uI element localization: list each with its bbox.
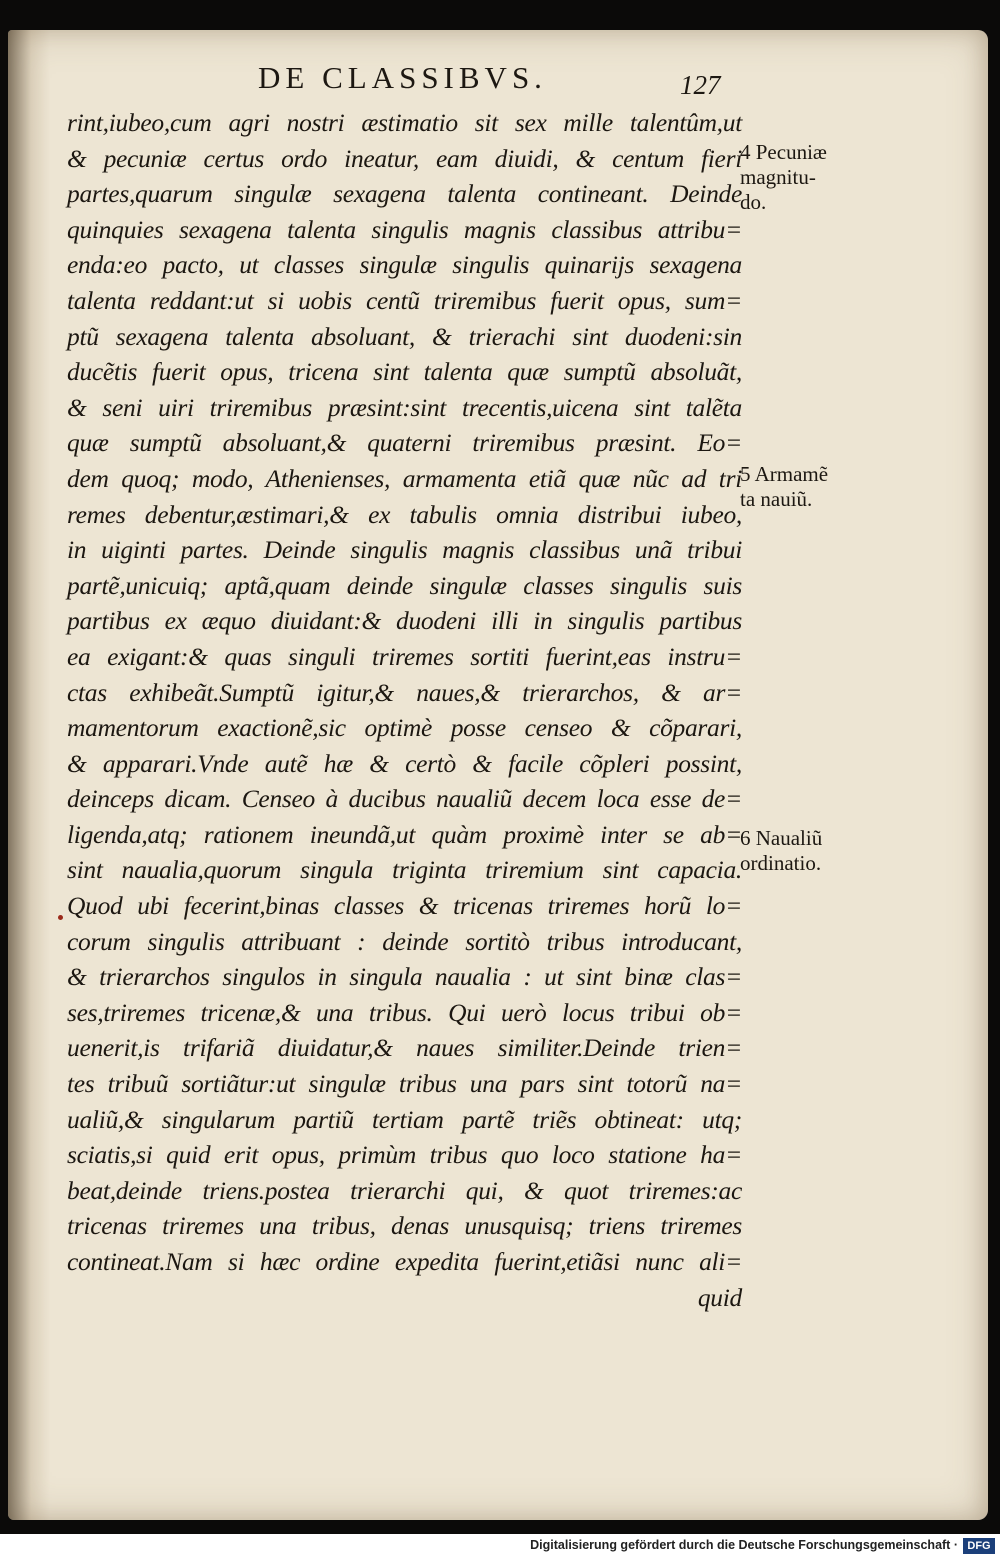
margin-note-line: magnitu-: [740, 165, 816, 189]
ink-mark: [58, 915, 63, 920]
margin-note-armamenta: [740, 462, 880, 512]
text-line: rint,iubeo,cum agri nostri æstimatio sit sex mille talentûm,ut: [67, 108, 742, 137]
margin-note-pecuniae: [740, 140, 880, 215]
text-line: ducẽtis fuerit opus, tricena sint talenta quæ sumptũ absoluãt,: [67, 357, 742, 387]
margin-note-line: 5 Armamẽ: [740, 462, 829, 486]
page-number: 127: [680, 70, 721, 100]
dfg-logo: DFG: [963, 1538, 995, 1554]
text-line: tes tribuũ sortiãtur:ut singulæ tribus una pars sint totorũ na=: [67, 1069, 742, 1099]
margin-note-line: 6 Naualiũ: [740, 826, 823, 850]
text-line: quinquies sexagena talenta singulis magnis classibus attribu=: [67, 214, 742, 244]
funding-credit: Digitalisierung gefördert durch die Deutsche Forschungsgemeinschaft ·: [530, 1538, 958, 1552]
page-gutter-shadow: [8, 30, 50, 1520]
text-line: ligenda,atq; rationem ineundã,ut quàm proximè inter se ab=: [67, 819, 742, 849]
text-line: & seni uiri triremibus præsint:sint trecentis,uicena sint talẽta: [67, 392, 742, 422]
text-line: partes,quarum singulæ sexagena talenta contineant. Deinde: [67, 179, 742, 209]
text-line: deinceps dicam. Censeo à ducibus naualiũ decem loca esse de=: [67, 784, 742, 814]
text-line: mamentorum exactionẽ,sic optimè posse censeo & cõparari,: [67, 713, 742, 743]
margin-note-line: ordinatio.: [740, 851, 822, 875]
text-line: partẽ,unicuiq; aptã,quam deinde singulæ classes singulis suis: [67, 570, 742, 600]
text-line: sciatis,si quid erit opus, primùm tribus quo loco statione ha=: [67, 1140, 742, 1170]
running-head: DE CLASSIBVS.: [258, 60, 547, 95]
text-line: ses,triremes tricenæ,& una tribus. Qui uerò locus tribui ob=: [67, 997, 742, 1027]
text-line: tricenas triremes una tribus, denas unusquisq; triens triremes: [67, 1211, 742, 1241]
text-line: ea exigant:& quas singuli triremes sortiti fuerint,eas instru=: [67, 641, 742, 671]
text-line: & apparari.Vnde autẽ hæ & certò & facile cõpleri possint,: [67, 748, 742, 778]
text-line: corum singulis attribuant : deinde sortitò tribus introducant,: [67, 926, 742, 956]
text-line: in uiginti partes. Deinde singulis magnis classibus unã tribui: [67, 535, 742, 565]
page-header: [250, 60, 750, 100]
text-line: & pecuniæ certus ordo ineatur, eam diuidi, & centum fieri: [67, 143, 742, 173]
text-line: sint naualia,quorum singula triginta triremium sint capacia.: [67, 855, 742, 885]
text-line: ualiũ,& singularum partiũ tertiam partẽ triẽs obtineat: utq;: [67, 1104, 742, 1134]
margin-note-naualium: [740, 826, 880, 876]
margin-note-line: do.: [740, 190, 767, 214]
text-line: contineat.Nam si hæc ordine expedita fuerint,etiãsi nunc ali=: [67, 1247, 742, 1276]
text-line: remes debentur,æstimari,& ex tabulis omnia distribui iubeo,: [67, 499, 742, 529]
text-line: ptũ sexagena talenta absoluant, & trierachi sint duodeni:sin: [67, 321, 742, 351]
digitization-footer: [0, 1534, 1000, 1558]
margin-note-line: ta nauiũ.: [740, 487, 813, 511]
text-line: quæ sumptũ absoluant,& quaterni triremibus præsint. Eo=: [67, 428, 742, 458]
text-line: partibus ex æquo diuidant:& duodeni illi in singulis partibus: [67, 606, 742, 636]
text-line: beat,deinde triens.postea trierarchi qui, & quot triremes:ac: [67, 1175, 742, 1205]
text-line: talenta reddant:ut si uobis centũ triremibus fuerit opus, sum=: [67, 285, 742, 315]
text-line: ctas exhibeãt.Sumptũ igitur,& naues,& trierarchos, & ar=: [67, 677, 742, 707]
text-line: Quod ubi fecerint,binas classes & tricenas triremes horũ lo=: [67, 891, 742, 921]
text-line: quid: [697, 1282, 742, 1312]
text-line: uenerit,is trifariã diuidatur,& naues similiter.Deinde trien=: [67, 1033, 742, 1063]
text-line: dem quoq; modo, Athenienses, armamenta etiã quæ nũc ad tri: [67, 463, 742, 493]
text-line: enda:eo pacto, ut classes singulæ singulis quinarijs sexagena: [67, 250, 742, 280]
body-text: [67, 105, 742, 1315]
text-line: & trierarchos singulos in singula naualia : ut sint binæ clas=: [67, 962, 742, 992]
margin-note-line: 4 Pecuniæ: [740, 140, 827, 164]
